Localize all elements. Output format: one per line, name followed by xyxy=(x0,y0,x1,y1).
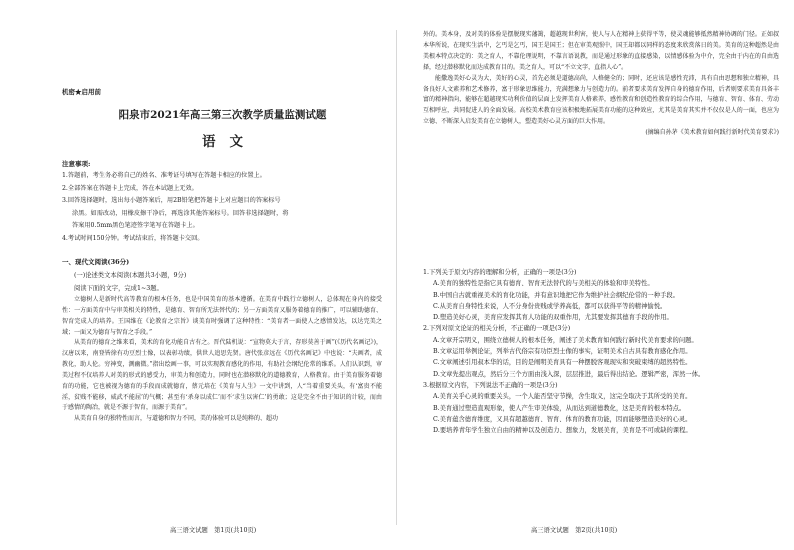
notes-list xyxy=(62,170,382,246)
exam-title: 阳泉市2021年高三第三次教学质量监测试题 xyxy=(118,109,327,121)
option-b: B.美育通过塑造直观形象，使人产生审美体验，从而达到道德教化，这是美育的根本特点。 xyxy=(433,404,686,412)
passage-paragraph: 能撒逸美好心灵为大，美好的心灵，首先必须是道德高尚，人格健全的；同时，还应该是感性充沛，具有自由思想和独立精神，具备良好人文素养和艺术修养，富于形象思维能力，充满想象力与创造力的。前者要求美育发挥自身的德育作用，后者则要求美育具备丰富的精神指向，能够在超越现实功利价值的层面上发挥美育人格素养，感性教育和创造性教育的综合作用，与德育、智育、体育、劳动互相呼应，共同促进人的全面发展。高校美术教育应该积极地拓展美育功能的这种效应，尤其是美育其实并不仅仅是人的一面，也应为立德、不断深入启发美育在立德树人，塑造美好心灵方面的巨大作用。 xyxy=(423,74,779,126)
option-a: A.文章开宗明义，围绕立德树人的根本任务，阐述了美术教育如何践行新时代美育要求的问题。 xyxy=(433,336,698,344)
confidential-label: 机密★启用前 xyxy=(62,88,101,96)
question-stem: 1.下列关于原文内容的理解和分析，正确的一项是(3分) xyxy=(423,269,577,276)
exam-page-2 xyxy=(397,0,794,550)
question-stem: 2.下列对原文论证的相关分析，不正确的一项是(3分) xyxy=(423,325,571,333)
option-d: D.要培养青年学生独立自由的精神以及创造力、想象力，发展美育，美育是不可或缺的课程。 xyxy=(433,427,692,435)
option-c: C.美育蕴含德育维度，又具有超越德育、智育、体育的教育功能，因而能够塑造美好的心灵。 xyxy=(433,415,692,423)
subsection-heading: (一)论述类文本阅读(本题共3小题，9分) xyxy=(74,272,187,279)
note-item: 涂黑。如需改动，用橡皮擦干净后，再选涂其他答案标号。回答非选择题时，将 xyxy=(72,209,289,217)
page-footer: 高三语文试题 第2页(共10页) xyxy=(531,527,618,534)
note-item: 3.回答选择题时，选出每小题答案后，用2B铅笔把答题卡上对应题目的答案标号 xyxy=(62,197,281,205)
question-stem: 3.根据原文内容，下列说法不正确的一项是(3分) xyxy=(423,381,558,389)
note-item: 4.考试时间150分钟。考试结束后，将答题卡交回。 xyxy=(62,234,204,242)
option-b: B.文章运用举例论证，列举古代俗宗有功臣烈士像的事实，证明美术自古具有教育感化作用。 xyxy=(433,348,692,356)
passage-paragraph: 立德树人是新时代高等教育的根本任务，也是中国美育的基本遵循。在美育中践行立德树人，总体现在身内的接受性：一方面美育中与审美相关的特性，是德育、智育所无法替代的；另一方面美育又服务着德育的推广，可以辅助德育、智育完成人的培养。王国维在《论教育之宗旨》谈美育时强调了这种特性：“美育者一面使人之感情发达，以达完美之域；一面又为德育与智育之手段。” xyxy=(62,296,382,336)
option-c: C.文章阐述引用叔本华的话，目的是阐明美育具有一种摆脱客观现实和突破束缚的超然特性。 xyxy=(433,359,692,367)
passage-source: (摘编自孙茅《美术教育如何践行新时代美育要求》) xyxy=(645,129,779,137)
passage-paragraph: 从美育自身的独特性而言，与道德和智力不同，美的体验可以是纯粹的、超功 xyxy=(74,415,279,423)
passage-paragraph: 从美育的德育之维来看，美术的育化功能自古有之。晋代陆机说：“宣物莫大于言，存形莫善于画”(《历代名画记》)，汉唐以来，南登皆徐有功豆烈士像，以表彰功绩，供世人追思先贤。唐代张彦远在《历代名画记》中也说：“夫画者，成教化，助人伦。穷神变，测幽微。”指出绘画一事，可以实现教育感化的作用，有助社会纲纪伦常的维系。人们认识到，审美过程不仅培养人对美的形式的感受力，审美力和创造力，同时也在潜移默化的道德教育，人格教育。由于美育服务着德育的功能，它也被视为德育的手段而成就德育，蔡元培在《美育与人生》一文中讲到，人“当着重要关头，有‘富贵不能淫，贫贱不能移，威武不能屈’的气概；甚至有‘杀身以成仁’而不‘求生以害仁’的勇敢；这是完全不由于知识的计较，而由于感情的陶冶，就是不源于智育，而源于美育”。 xyxy=(62,339,382,412)
note-item: 2.全部答案在答题卡上完成，答在本试题上无效。 xyxy=(62,184,198,192)
reading-passage-continued xyxy=(423,30,779,139)
note-item: 1.答题前，考生务必将自己的姓名、准考证号填写在答题卡相应的位置上。 xyxy=(62,172,266,179)
option-c: C.从美育自身特性来说，人不分身份贵贱或学养高低，都可以获得平等的精神愉悦。 xyxy=(433,302,667,310)
passage-paragraph: 外的。美本身，及对美的体验是摆脱现实藩篱，超越现世利害，使人与人在精神上获得平等，使灵魂能够抵然精神协调的门径。正如叔本华所说，在现实生活中，乞丐是乞丐，国王是国王；但在审美观照中，国王却都以同样的态度来欣赏落日的美。美育的这种超然是由美根本特点决定的：美之育人，不靠伦理说明，不靠言语说教，而是通过形象的直接感染，以情感体验为中介，完全由于内在的自由选择，经过潜移默化而达成教育目的。美之育人，可以“不立文字，直指人心”。 xyxy=(423,31,779,71)
option-a: A.美育关乎心灵的重要关头，一个人能否坚守节操，舍生取义，这完全取决于其所受的美育。 xyxy=(433,393,692,401)
question-list xyxy=(423,267,779,436)
subject-title: 语文 xyxy=(202,134,257,150)
note-item: 答案用0.5mm黑色笔迹签字笔写在答题卡上。 xyxy=(72,222,199,230)
option-a: A.美育的独特性是指它具有德育、智育无法替代的与美相关的体验和审美特性。 xyxy=(433,280,654,288)
option-d: D.文章先提出观点，然后分三个方面由浅入深，层层推进，最后得出结论。逻辑严密，浑然一体。 xyxy=(433,370,705,378)
section-heading: 一、现代文阅读(36分) xyxy=(62,258,130,266)
page-footer: 高三语文试题 第1页(共10页) xyxy=(170,527,257,534)
reading-instruction: 阅读下面的文字，完成1~3题。 xyxy=(74,285,163,292)
notes-heading: 注意事项: xyxy=(62,160,91,168)
reading-passage xyxy=(62,295,382,425)
option-b: B.中国自古就重视美术的育化功能，并有意识地把它作为维护社会纲纪伦常的一种手段。 xyxy=(433,291,679,299)
option-d: D.塑造美好心灵，美育应发挥其育人功能的双重作用，尤其要发挥其德育手段的作用。 xyxy=(433,314,673,322)
